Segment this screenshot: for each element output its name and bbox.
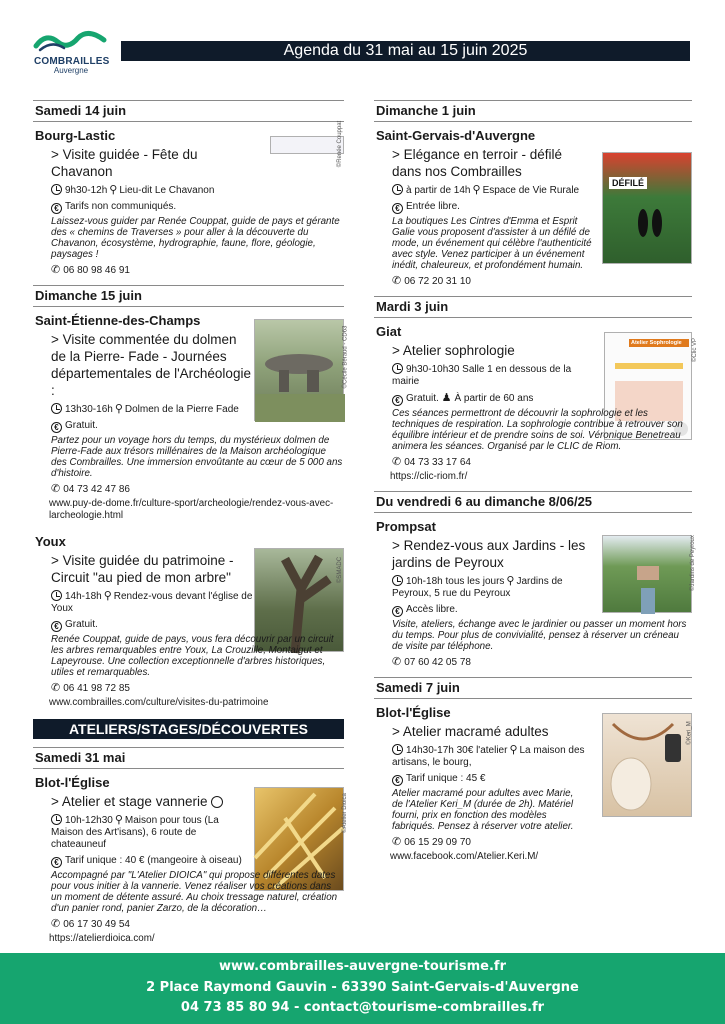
location-pin-icon: ⚲ bbox=[472, 184, 481, 196]
phone-icon: ✆ bbox=[392, 275, 402, 287]
event-description: Laissez-vous guider par Renée Couppat, guide de pays et gérante des « chemins de Traverses » pour aller à la découverte du Chavanon, écosystème, hydrographie, faune, flore, géologie, paysages ! bbox=[51, 216, 340, 260]
event-card bbox=[33, 120, 344, 277]
event-card bbox=[374, 519, 697, 669]
event-price: €Gratuit. bbox=[51, 619, 344, 632]
logo-subtitle: Auvergne bbox=[53, 66, 89, 75]
page-title: Agenda du 31 mai au 15 juin 2025 bbox=[121, 41, 690, 61]
event-card bbox=[33, 775, 349, 945]
clock-icon bbox=[51, 814, 62, 825]
photo-credit: ©Atelier Dioica bbox=[342, 793, 349, 833]
footer-website[interactable]: www.combrailles-auvergne-tourisme.fr bbox=[218, 959, 506, 974]
event-title: > Visite commentée du dolmen de la Pierre- Fade - Journées départementales de l'Archéologie : bbox=[51, 332, 251, 398]
event-description: Visite, ateliers, échange avec le jardinier ou passer un moment hors du temps. Pour plus de convivialité, pensez à réserver un créneau de visite par téléphone. bbox=[392, 619, 687, 652]
photo-credit: ©Cécile Béraud - CD63 bbox=[342, 325, 349, 389]
location-pin-icon: ⚲ bbox=[114, 814, 123, 826]
town-name: Saint-Gervais-d'Auvergne bbox=[376, 128, 536, 143]
day-heading: Samedi 31 mai bbox=[33, 747, 344, 769]
footer-address: 2 Place Raymond Gauvin - 63390 Saint-Gervais-d'Auvergne bbox=[146, 980, 579, 995]
location-pin-icon: ⚲ bbox=[114, 403, 123, 415]
event-time: 14h30-17h 30€ l'atelier ⚲ La maison des artisans, le bourg, bbox=[392, 744, 585, 768]
event-title: > Elégance en terroir - défilé dans nos Combrailles bbox=[392, 147, 562, 179]
event-phone: ✆ 06 80 98 46 91 bbox=[51, 264, 130, 276]
event-time: à partir de 14h ⚲ Espace de Vie Rurale bbox=[392, 184, 692, 197]
event-time: 10h-12h30 ⚲ Maison pour tous (La Maison des Art'isans), 6 route de chateauneuf bbox=[51, 814, 219, 850]
day-heading: Samedi 14 juin bbox=[33, 100, 344, 122]
location-pin-icon: ⚲ bbox=[109, 184, 118, 196]
event-card bbox=[374, 128, 692, 288]
town-name: Giat bbox=[376, 324, 402, 339]
euro-icon bbox=[51, 203, 62, 214]
event-time: 9h30-10h30 Salle 1 en dessous de la mairie bbox=[392, 364, 572, 387]
location-pin-icon: ⚲ bbox=[509, 744, 518, 756]
poster-title: DÉFILÉ bbox=[609, 177, 647, 189]
town-name: Bourg-Lastic bbox=[35, 128, 116, 143]
event-phone: ✆ 06 17 30 49 54 bbox=[51, 918, 130, 930]
event-card bbox=[374, 324, 698, 483]
poster-title: Atelier Sophrologie bbox=[629, 339, 689, 347]
town-name: Blot-l'Église bbox=[376, 705, 451, 720]
left-column bbox=[33, 100, 349, 945]
phone-icon: ✆ bbox=[392, 656, 402, 668]
town-name: Prompsat bbox=[376, 519, 436, 534]
town-name: Saint-Étienne-des-Champs bbox=[35, 313, 201, 328]
event-phone: ✆ 04 73 33 17 64 bbox=[392, 456, 471, 468]
town-name: Youx bbox=[35, 534, 66, 549]
event-title: > Atelier macramé adultes bbox=[392, 724, 549, 739]
event-price: €Entrée libre. bbox=[392, 201, 692, 214]
phone-icon: ✆ bbox=[51, 264, 61, 276]
event-link[interactable]: www.puy-de-dome.fr/culture-sport/archeologie/rendez-vous-avec-larcheologie.html bbox=[49, 498, 334, 521]
event-description: Ces séances permettront de découvrir la sophrologie et les techniques de respiration. La sophrologie contribue à retrouver son équilibre intérieur et de prendre soins de soi. Véronique Benetreau animera les séances. Organisé par le CLIC de Riom. bbox=[392, 408, 683, 452]
event-link[interactable]: https://clic-riom.fr/ bbox=[390, 471, 468, 482]
event-link[interactable]: www.combrailles.com/culture/visites-du-patrimoine bbox=[49, 697, 269, 708]
event-title: > Rendez-vous aux Jardins - les jardins de Peyroux bbox=[392, 538, 586, 570]
clock-icon bbox=[51, 590, 62, 601]
event-phone: ✆ 04 73 42 47 86 bbox=[51, 483, 130, 495]
event-price: €Tarifs non communiqués. bbox=[51, 201, 344, 214]
footer bbox=[0, 953, 725, 1024]
event-title: > Atelier et stage vannerie bbox=[51, 793, 251, 810]
photo-credit: ©SMADC bbox=[336, 556, 343, 584]
clock-icon bbox=[392, 575, 403, 586]
photo-credit: ©Keri_M bbox=[686, 721, 693, 745]
event-description: La boutiques Les Cintres d'Emma et Esprit Galie vous proposent d'assister à un défilé de mode, un événement qui célèbre l'authenticité avec style. Venez participer à un événement inédit, chaleureux, et profondément humain. bbox=[392, 216, 592, 271]
location-pin-icon: ⚲ bbox=[506, 575, 515, 587]
event-price: €Gratuit. bbox=[51, 420, 344, 433]
day-heading: Dimanche 15 juin bbox=[33, 285, 344, 307]
euro-icon bbox=[51, 621, 62, 632]
event-title: > Visite guidée - Fête du Chavanon bbox=[51, 147, 198, 179]
event-time: 13h30-16h ⚲ Dolmen de la Pierre Fade bbox=[51, 403, 344, 416]
right-column bbox=[374, 100, 698, 863]
phone-icon: ✆ bbox=[51, 682, 61, 694]
phone-icon: ✆ bbox=[392, 836, 402, 848]
euro-icon bbox=[392, 203, 403, 214]
event-description: Accompagné par "L'Atelier DIOICA" qui propose différentes dates pour vous initier à la vannerie. Venez réaliser vos créations dans un moment de détente assuré. Au choix tressage naturel, création d'un panier rond, panier Zarzo, de la décoration… bbox=[51, 870, 338, 914]
clock-icon bbox=[51, 403, 62, 414]
event-price: €Tarif unique : 40 € (mangeoire à oiseau) bbox=[51, 855, 344, 868]
clock-icon bbox=[392, 363, 403, 374]
event-description: Partez pour un voyage hors du temps, du mystérieux dolmen de Pierre-Fade aux trésors millénaires de la Maison archéologique des Combrailles. Une immersion envoûtante au cœur de 5 000 ans d'histoire. bbox=[51, 435, 343, 479]
event-phone: ✆ 06 41 98 72 85 bbox=[51, 682, 130, 694]
event-link[interactable]: https://atelierdioica.com/ bbox=[49, 933, 155, 944]
location-pin-icon: ⚲ bbox=[103, 590, 112, 602]
clock-icon bbox=[392, 184, 403, 195]
event-title: > Atelier sophrologie bbox=[392, 343, 515, 358]
event-description: Renée Couppat, guide de pays, vous fera découvrir par un circuit les arbres remarquables entre Youx, La Crouzille, Montaigut et Lapeyrouse. Une collection exceptionnelle d'arbres historiques, utiles et remarquables. bbox=[51, 634, 334, 678]
day-heading: Dimanche 1 juin bbox=[374, 100, 692, 122]
event-card bbox=[33, 313, 349, 522]
photo-credit: ©Clic VP bbox=[691, 337, 698, 363]
phone-icon: ✆ bbox=[51, 918, 61, 930]
event-link[interactable]: www.facebook.com/Atelier.Keri.M/ bbox=[390, 851, 539, 862]
euro-icon bbox=[392, 775, 403, 786]
day-heading: Mardi 3 juin bbox=[374, 296, 692, 318]
footer-contact[interactable]: 04 73 85 80 94 - contact@tourisme-combrailles.fr bbox=[180, 1000, 545, 1015]
event-phone: ✆ 07 60 42 05 78 bbox=[392, 656, 471, 668]
event-time: 14h-18h ⚲ Rendez-vous devant l'église de Youx bbox=[51, 590, 253, 614]
event-description: Atelier macramé pour adultes avec Marie, de l'Atelier Keri_M (durée de 2h). Matériel fourni, prix en fonction des modèles fabriqués. Pensez à réserver votre atelier. bbox=[392, 788, 574, 832]
event-phone: ✆ 06 15 29 09 70 bbox=[392, 836, 471, 848]
clock-icon bbox=[51, 184, 62, 195]
day-heading: Samedi 7 juin bbox=[374, 677, 692, 699]
phone-icon: ✆ bbox=[392, 456, 402, 468]
event-card bbox=[374, 705, 692, 863]
logo-name: COMBRAILLES bbox=[34, 56, 110, 67]
euro-icon bbox=[392, 395, 403, 406]
event-title: > Visite guidée du patrimoine - Circuit "au pied de mon arbre" bbox=[51, 553, 234, 585]
event-price: €Accès libre. bbox=[392, 604, 692, 617]
event-price: €Gratuit. ♟ À partir de 60 ans bbox=[392, 392, 692, 406]
euro-icon bbox=[51, 422, 62, 433]
event-price: €Tarif unique : 45 € bbox=[392, 773, 692, 786]
section-heading: ATELIERS/STAGES/DÉCOUVERTES bbox=[33, 719, 344, 739]
clock-icon bbox=[392, 744, 403, 755]
euro-icon bbox=[392, 606, 403, 617]
event-time: 10h-18h tous les jours ⚲ Jardins de Peyroux, 5 rue du Peyroux bbox=[392, 575, 563, 599]
phone-icon: ✆ bbox=[51, 483, 61, 495]
accessibility-icon bbox=[211, 796, 223, 808]
photo-credit: ©Jardins de Peyroux bbox=[690, 535, 697, 591]
day-heading: Du vendredi 6 au dimanche 8/06/25 bbox=[374, 491, 692, 513]
event-card bbox=[33, 534, 344, 709]
person-icon: ♟ bbox=[441, 392, 452, 404]
town-name: Blot-l'Église bbox=[35, 775, 110, 790]
euro-icon bbox=[51, 857, 62, 868]
event-phone: ✆ 06 72 20 31 10 bbox=[392, 275, 471, 287]
event-time: 9h30-12h ⚲ Lieu-dit Le Chavanon bbox=[51, 184, 344, 197]
photo-credit: ©Renée Couppat bbox=[336, 120, 343, 168]
